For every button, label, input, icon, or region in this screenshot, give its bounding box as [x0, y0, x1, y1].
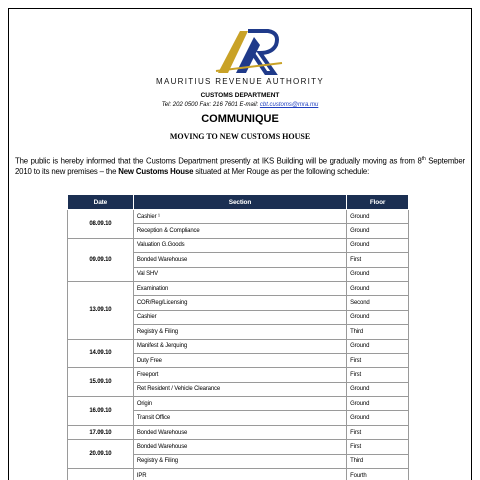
floor-cell: First [347, 440, 409, 454]
floor-cell: Ground [347, 210, 409, 224]
intro-text-3: situated at Mer Rouge as per the following schedule: [193, 167, 370, 177]
table-row [68, 238, 409, 252]
schedule-table [67, 194, 409, 480]
section-cell: Bonded Warehouse [133, 440, 346, 454]
table-row [68, 440, 409, 454]
intro-paragraph [15, 154, 465, 178]
floor-cell: Ground [347, 281, 409, 295]
header-floor: Floor [347, 195, 409, 210]
section-cell: Origin [133, 397, 346, 411]
floor-cell: First [347, 353, 409, 367]
floor-cell: Ground [347, 382, 409, 396]
floor-cell: Ground [347, 224, 409, 238]
floor-cell: Ground [347, 411, 409, 425]
section-cell: Duty Free [133, 353, 346, 367]
section-cell: Cashier [133, 310, 346, 324]
section-cell: Val SHV [133, 267, 346, 281]
table-row [68, 425, 409, 439]
mra-logo [214, 27, 284, 75]
floor-cell: Second [347, 296, 409, 310]
date-cell: 16.09.10 [68, 397, 134, 426]
section-cell: IPR [133, 469, 346, 480]
floor-cell: First [347, 368, 409, 382]
section-cell: Examination [133, 281, 346, 295]
floor-cell: First [347, 425, 409, 439]
schedule-body [68, 210, 409, 480]
section-cell: Bonded Warehouse [133, 253, 346, 267]
table-header-row [68, 195, 409, 210]
section-cell: Reception & Compliance [133, 224, 346, 238]
section-cell: Bonded Warehouse [133, 425, 346, 439]
email-link[interactable]: cbt.customs@mra.mu [259, 102, 319, 108]
section-cell: COR/Reg/Licensing [133, 296, 346, 310]
section-cell: Registry & Filing [133, 325, 346, 339]
section-cell: Manifest & Jerquing [133, 339, 346, 353]
page-title: COMMUNIQUE [201, 113, 279, 125]
intro-text-2: September 2010 to its new premises – the [15, 156, 465, 177]
floor-cell: Ground [347, 238, 409, 252]
section-cell: Registry & Filing [133, 454, 346, 468]
org-name: MAURITIUS REVENUE AUTHORITY [155, 77, 324, 86]
floor-cell: Fourth [347, 469, 409, 480]
floor-cell: Third [347, 325, 409, 339]
floor-cell: Ground [347, 310, 409, 324]
page-subtitle: MOVING TO NEW CUSTOMS HOUSE [169, 132, 311, 141]
section-cell: Freeport [133, 368, 346, 382]
date-cell: 09.09.10 [68, 238, 134, 281]
document-page [8, 8, 472, 480]
section-cell: Ret Resident / Vehicle Clearance [133, 382, 346, 396]
contact-details: Tel: 202 0500 Fax: 216 7601 E-mail: [161, 102, 260, 108]
section-cell: Cashier ¹ [133, 210, 346, 224]
table-row [68, 281, 409, 295]
table-row [68, 368, 409, 382]
floor-cell: First [347, 253, 409, 267]
table-row [68, 339, 409, 353]
table-row [68, 397, 409, 411]
intro-sup: th [421, 156, 426, 162]
intro-text-1: The public is hereby informed that the Customs Department presently at IKS Building will be gradually moving as from 8 [15, 156, 422, 166]
date-cell: 08.09.10 [68, 210, 134, 239]
floor-cell: Ground [347, 397, 409, 411]
department-name: CUSTOMS DEPARTMENT [200, 92, 280, 99]
date-cell: 14.09.10 [68, 339, 134, 368]
header-date: Date [68, 195, 134, 210]
date-cell: 20.09.10 [68, 440, 134, 469]
intro-bold: New Customs House [118, 167, 194, 177]
date-cell: 15.09.10 [68, 368, 134, 397]
table-row [68, 469, 409, 480]
date-cell [68, 469, 134, 480]
contact-line [9, 102, 471, 108]
floor-cell: Ground [347, 267, 409, 281]
floor-cell: Ground [347, 339, 409, 353]
floor-cell: Third [347, 454, 409, 468]
section-cell: Valuation G.Goods [133, 238, 346, 252]
date-cell: 13.09.10 [68, 281, 134, 339]
section-cell: Transit Office [133, 411, 346, 425]
header-section: Section [133, 195, 346, 210]
table-row [68, 210, 409, 224]
date-cell: 17.09.10 [68, 425, 134, 439]
